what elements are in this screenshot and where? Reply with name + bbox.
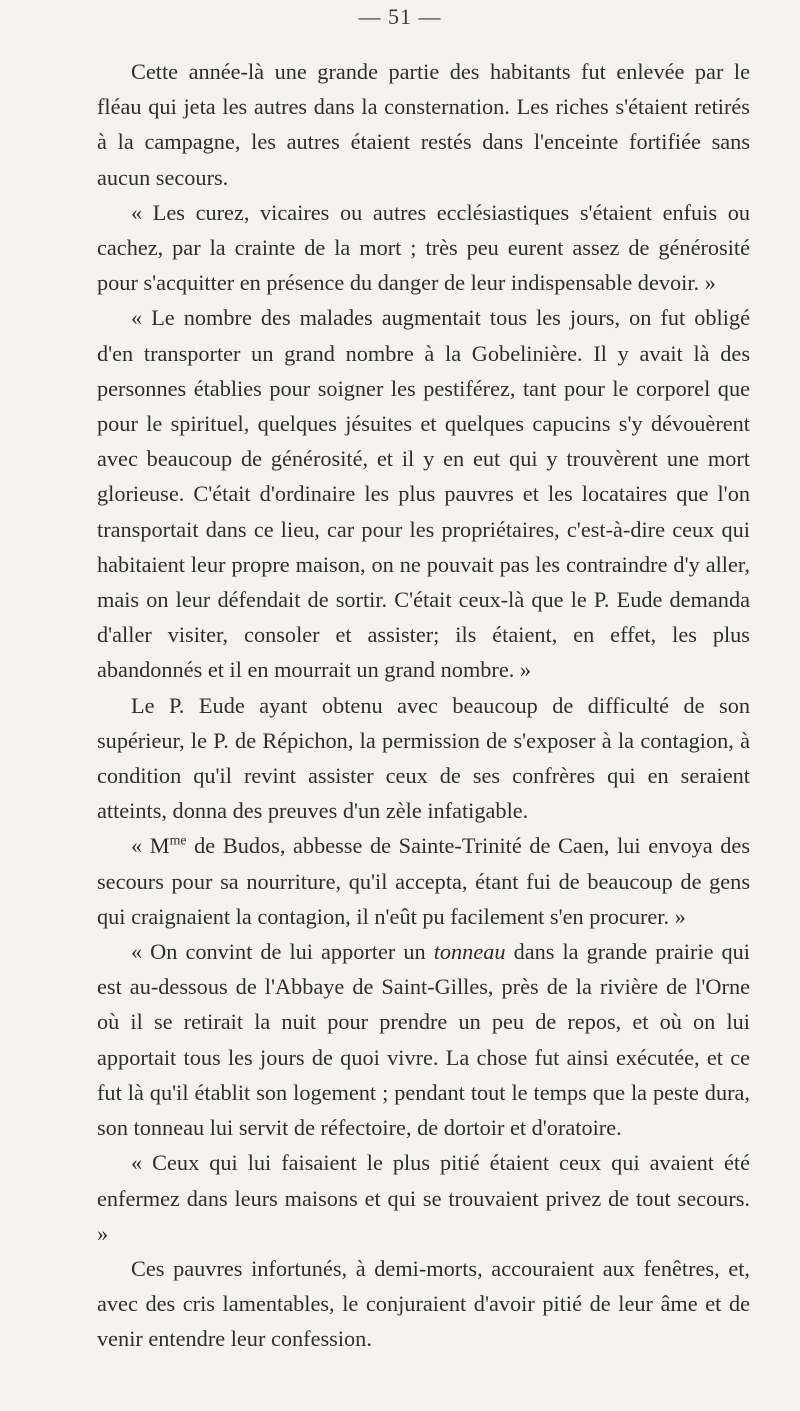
body-text [97, 54, 750, 1357]
page-number: — 51 — [358, 4, 442, 29]
paragraph-3: « Le nombre des malades augmentait tous les jours, on fut obligé d'en transporter un grand nombre à la Gobelinière. Il y avait là des personnes établies pour soigner les pestiférez, tant pour le corporel que pour le spirituel, quelques jésuites et quelques capucins s'y dévouèrent avec beaucoup de générosité, et il y en eut qui y trouvèrent une mort glorieuse. C'était d'ordinaire les plus pauvres et les locataires que l'on transportait dans ce lieu, car pour les propriétaires, c'est-à-dire ceux qui habitaient leur propre maison, on ne pouvait pas les contraindre d'y aller, mais on leur défendait de sortir. C'était ceux-là que le P. Eude demanda d'aller visiter, consoler et assister; ils étaient, en effet, les plus abandonnés et il en mourrait un grand nombre. » [97, 305, 750, 683]
paragraph-8: Ces pauvres infortunés, à demi-morts, accouraient aux fenêtres, et, avec des cris lamentables, le conjuraient d'avoir pitié de leur âme et de venir entendre leur confession. [97, 1255, 750, 1352]
superscript-me: me [169, 833, 187, 849]
paragraph-4: Le P. Eude ayant obtenu avec beaucoup de difficulté de son supérieur, le P. de Répichon, la permission de s'exposer à la contagion, à condition qu'il revint assister ceux de ses confrères qui en seraient atteints, donna des preuves d'un zèle infatigable. [97, 692, 750, 824]
paragraph-2: « Les curez, vicaires ou autres ecclésiastiques s'étaient enfuis ou cachez, par la crainte de la mort ; très peu eurent assez de générosité pour s'acquitter en présence du danger de leur indispensable devoir. » [97, 199, 750, 296]
paragraph-5-rest: de Budos, abbesse de Sainte-Trinité de Caen, lui envoya des secours pour sa nourriture, qu'il accepta, étant fui de beaucoup de gens qui craignaient la contagion, il n'eût pu facilement s'en procurer. » [97, 833, 750, 929]
paragraph-1: Cette année-là une grande partie des habitants fut enlevée par le fléau qui jeta les autres dans la consternation. Les riches s'étaient retirés à la campagne, les autres étaient restés dans l'enceinte fortifiée sans aucun secours. [97, 59, 750, 190]
paragraph-6-start: « On convint de lui apporter un [131, 939, 434, 965]
paragraph-6-rest: dans la grande prairie qui est au-dessous de l'Abbaye de Saint-Gilles, près de la rivière de l'Orne où il se retirait la nuit pour prendre un peu de repos, et où on lui apportait tous les jours de quoi vivre. La chose fut ainsi exécutée, et ce fut là qu'il établit son logement ; pendant tout le temps que la peste dura, son tonneau lui servit de réfectoire, de dortoir et d'oratoire. [97, 939, 750, 1141]
paragraph-5 [97, 828, 750, 934]
paragraph-7: « Ceux qui lui faisaient le plus pitié étaient ceux qui avaient été enfermez dans leurs maisons et qui se trouvaient privez de tout secours. » [97, 1150, 750, 1246]
italic-word-tonneau: tonneau [433, 939, 506, 965]
paragraph-6 [97, 934, 750, 1145]
paragraph-5-start: « M [131, 833, 170, 859]
